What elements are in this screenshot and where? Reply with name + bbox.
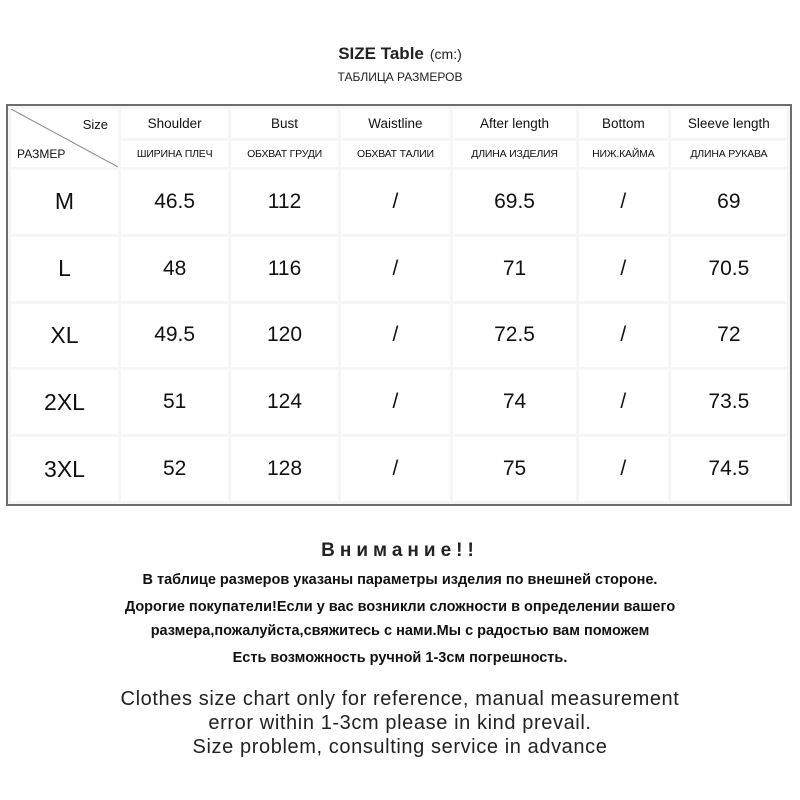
bust-value: 120: [231, 304, 338, 368]
waistline-value: /: [341, 170, 450, 234]
after-length-value: 72.5: [453, 304, 576, 368]
table-row: [11, 304, 787, 368]
table-row: [11, 437, 787, 501]
table-row: [11, 170, 787, 234]
after-length-value: 75: [453, 437, 576, 501]
corner-cell: [11, 109, 118, 167]
col-header-after-length: After length: [453, 109, 576, 138]
shoulder-value: 51: [121, 370, 228, 434]
corner-size-label: Size: [82, 117, 108, 132]
after-length-value: 71: [453, 237, 576, 301]
col-header-bust: Bust: [231, 109, 338, 138]
corner-ru-label: РАЗМЕР: [17, 147, 66, 161]
col-header-shoulder: Shoulder: [121, 109, 228, 138]
table-row: [11, 237, 787, 301]
col-header-ru-after-length: ДЛИНА ИЗДЕЛИЯ: [453, 141, 576, 167]
size-label: 2XL: [11, 370, 118, 434]
after-length-value: 69.5: [453, 170, 576, 234]
sleeve-length-value: 69: [671, 170, 787, 234]
notice-en-line: error within 1-3cm please in kind prevail.: [208, 712, 592, 734]
bottom-value: /: [579, 437, 668, 501]
bust-value: 112: [231, 170, 338, 234]
col-header-ru-waistline: ОБХВАТ ТАЛИИ: [341, 141, 450, 167]
title-main: SIZE Table: [338, 44, 424, 63]
col-header-sleeve-length: Sleeve length: [671, 109, 787, 138]
size-table: [6, 104, 792, 506]
bust-value: 116: [231, 237, 338, 301]
col-header-ru-shoulder: ШИРИНА ПЛЕЧ: [121, 141, 228, 167]
shoulder-value: 52: [121, 437, 228, 501]
notice-en-line: Size problem, consulting service in advance: [192, 736, 608, 758]
notice-ru-line: Есть возможность ручной 1-3см погрешность.: [232, 650, 568, 666]
after-length-value: 74: [453, 370, 576, 434]
waistline-value: /: [341, 370, 450, 434]
notice-en-line: Clothes size chart only for reference, manual measurement: [120, 688, 680, 710]
notice-title: Внимание!!: [321, 540, 479, 561]
shoulder-value: 49.5: [121, 304, 228, 368]
col-header-ru-bottom: НИЖ.КАЙМА: [579, 141, 668, 167]
notice-ru-line: размера,пожалуйста,свяжитесь с нами.Мы с радостью вам поможем: [150, 623, 650, 639]
title-unit: (cm:): [429, 46, 462, 62]
col-header-ru-sleeve-length: ДЛИНА РУКАВА: [671, 141, 787, 167]
size-label: M: [11, 170, 118, 234]
page-subtitle: ТАБЛИЦА РАЗМЕРОВ: [337, 70, 463, 84]
col-header-bottom: Bottom: [579, 109, 668, 138]
sleeve-length-value: 74.5: [671, 437, 787, 501]
bottom-value: /: [579, 304, 668, 368]
col-header-waistline: Waistline: [341, 109, 450, 138]
page-title: [0, 44, 800, 64]
waistline-value: /: [341, 304, 450, 368]
header-row-en: [11, 109, 787, 138]
notice-ru-line: Дорогие покупатели!Если у вас возникли сложности в определении вашего: [124, 599, 676, 615]
shoulder-value: 48: [121, 237, 228, 301]
size-table-grid: [8, 106, 790, 504]
size-label: XL: [11, 304, 118, 368]
col-header-ru-bust: ОБХВАТ ГРУДИ: [231, 141, 338, 167]
size-label: 3XL: [11, 437, 118, 501]
shoulder-value: 46.5: [121, 170, 228, 234]
header-row-ru: [11, 141, 787, 167]
sleeve-length-value: 70.5: [671, 237, 787, 301]
bottom-value: /: [579, 237, 668, 301]
table-row: [11, 370, 787, 434]
waistline-value: /: [341, 437, 450, 501]
bottom-value: /: [579, 170, 668, 234]
sleeve-length-value: 72: [671, 304, 787, 368]
bust-value: 128: [231, 437, 338, 501]
bust-value: 124: [231, 370, 338, 434]
bottom-value: /: [579, 370, 668, 434]
notice-ru-line: В таблице размеров указаны параметры изделия по внешней стороне.: [142, 572, 658, 588]
waistline-value: /: [341, 237, 450, 301]
sleeve-length-value: 73.5: [671, 370, 787, 434]
size-label: L: [11, 237, 118, 301]
